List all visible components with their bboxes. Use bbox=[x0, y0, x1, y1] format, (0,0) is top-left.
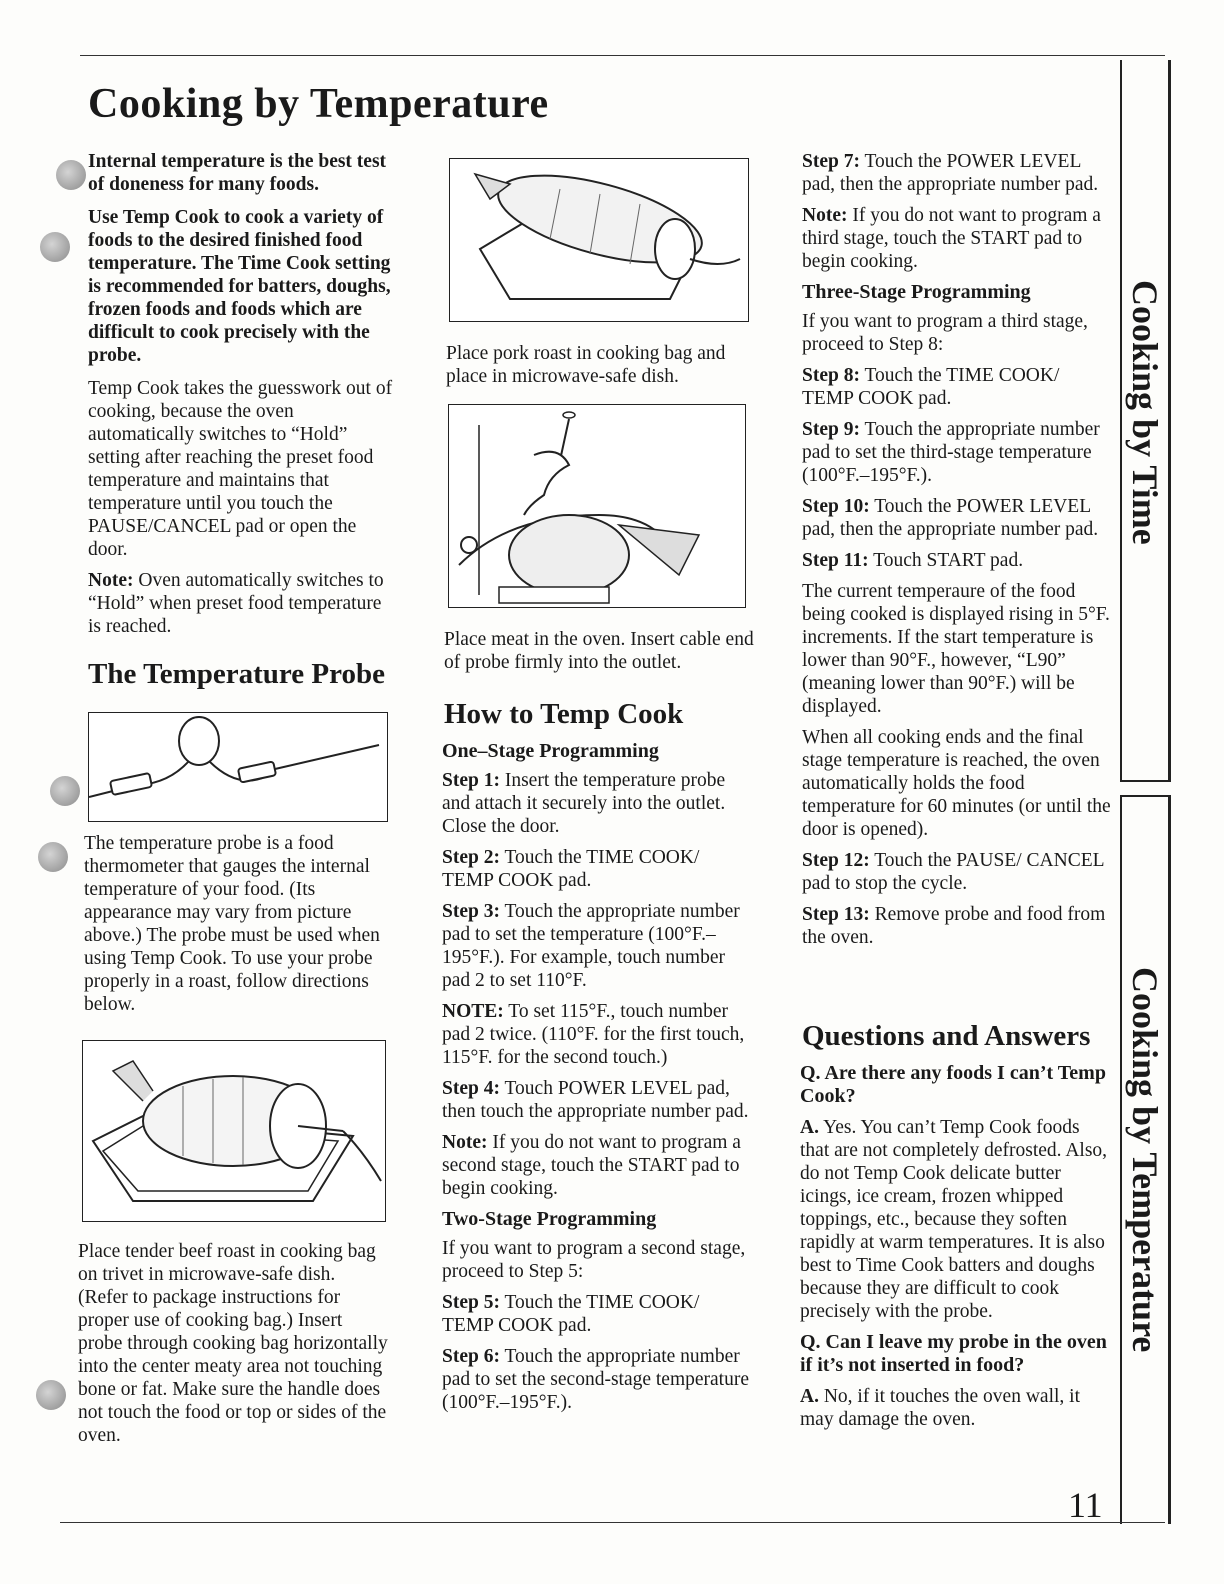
note-4 bbox=[802, 204, 1112, 273]
tab-cooking-by-temperature-label: Cooking by Temperature bbox=[1125, 967, 1165, 1353]
step-3-label: Step 3: bbox=[442, 901, 500, 922]
step-10 bbox=[802, 495, 1112, 541]
intro-text: Internal temperature is the best test of doneness for many foods. bbox=[88, 151, 387, 195]
step-8-text: Touch the TIME COOK/ TEMP COOK pad. bbox=[802, 365, 1060, 409]
step-2-label: Step 2: bbox=[442, 847, 500, 868]
tab-cooking-by-time[interactable] bbox=[1120, 60, 1171, 782]
step-2 bbox=[442, 846, 752, 892]
step-7 bbox=[802, 150, 1112, 196]
step-12-label: Step 12: bbox=[802, 850, 870, 871]
temp-cook-description: Temp Cook takes the guesswork out of cooking, because the oven automatically switches to “Hold” setting after reaching the preset food temperature and maintains that temperature until you touch the PAUSE/CANCEL pad or open the door. bbox=[88, 378, 393, 560]
step-9-label: Step 9: bbox=[802, 419, 860, 440]
note-3-label: Note: bbox=[442, 1132, 488, 1153]
note-2-text: To set 115°F., touch number pad 2 twice. (110°F. for the first touch, 115°F. for the second touch.) bbox=[442, 1001, 745, 1068]
pork-roast-caption: Place pork roast in cooking bag and place in microwave-safe dish. bbox=[446, 343, 726, 387]
step-13 bbox=[802, 903, 1112, 949]
step-13-label: Step 13: bbox=[802, 904, 870, 925]
step-11-text: Touch START pad. bbox=[868, 550, 1024, 571]
note-3 bbox=[442, 1131, 752, 1200]
punch-hole bbox=[50, 776, 80, 806]
step-6-text: Touch the appropriate number pad to set the second-stage temperature (100°F.–195°F.). bbox=[442, 1346, 750, 1413]
step-5 bbox=[442, 1291, 752, 1337]
step-1-label: Step 1: bbox=[442, 770, 500, 791]
column-right bbox=[802, 150, 1112, 957]
step-5-label: Step 5: bbox=[442, 1292, 500, 1313]
step-13-text: Remove probe and food from the oven. bbox=[802, 904, 1106, 948]
note-text: Oven automatically switches to “Hold” when preset food temperature is reached. bbox=[88, 570, 384, 637]
step-9-text: Touch the appropriate number pad to set the third-stage temperature (100°F.–195°F.). bbox=[802, 419, 1100, 486]
step-4-text: Touch POWER LEVEL pad, then touch the appropriate number pad. bbox=[442, 1078, 749, 1122]
three-stage-heading: Three-Stage Programming bbox=[802, 281, 1031, 303]
punch-hole bbox=[36, 1380, 66, 1410]
probe-icon bbox=[89, 713, 387, 821]
note-3-text: If you do not want to program a second stage, touch the START pad to begin cooking. bbox=[442, 1132, 741, 1199]
top-rule bbox=[80, 55, 1165, 56]
note-2 bbox=[442, 1000, 752, 1069]
note-paragraph bbox=[88, 569, 398, 638]
how-to-steps bbox=[442, 740, 752, 1422]
step-10-text: Touch the POWER LEVEL pad, then the appropriate number pad. bbox=[802, 496, 1099, 540]
beef-roast-illustration bbox=[82, 1040, 386, 1222]
pork-roast-illustration bbox=[449, 158, 749, 322]
note-label: Note: bbox=[88, 570, 134, 591]
when-all-text: When all cooking ends and the final stage temperature is reached, the oven automatically holds the food temperature for 60 minutes (or until the door is opened). bbox=[802, 727, 1111, 840]
insert-probe-caption: Place meat in the oven. Insert cable end of probe firmly into the outlet. bbox=[444, 629, 754, 673]
bottom-rule bbox=[60, 1522, 1165, 1523]
insert-probe-icon bbox=[449, 405, 745, 607]
step-2-text: Touch the TIME COOK/ TEMP COOK pad. bbox=[442, 847, 700, 891]
two-stage-heading: Two-Stage Programming bbox=[442, 1208, 657, 1230]
page-title: Cooking by Temperature bbox=[88, 81, 549, 127]
probe-illustration bbox=[88, 712, 388, 822]
step-7-label: Step 7: bbox=[802, 151, 860, 172]
step-10-label: Step 10: bbox=[802, 496, 870, 517]
answer-1-text: Yes. You can’t Temp Cook foods that are not completely defrosted. Also, do not Temp Cook delicate butter icings, ice cream, frozen whipped toppings, etc., because they soften rapidly at warm temperatures. It is also best to Time Cook batters and doughs because they are difficult to cook precisely with the probe. bbox=[800, 1117, 1108, 1322]
pork-roast-icon bbox=[450, 159, 748, 321]
qa-section bbox=[800, 1062, 1110, 1439]
step-12 bbox=[802, 849, 1112, 895]
two-stage-text: If you want to program a second stage, proceed to Step 5: bbox=[442, 1238, 746, 1282]
step-12-text: Touch the PAUSE/ CANCEL pad to stop the cycle. bbox=[802, 850, 1104, 894]
tab-cooking-by-temperature[interactable] bbox=[1120, 795, 1171, 1524]
beef-roast-caption: Place tender beef roast in cooking bag on trivet in microwave-safe dish. (Refer to package instructions for proper use of cooking bag.) Insert probe through cooking bag horizontally into the center meaty area not touching bone or fat. Make sure the handle does not touch the food or top or sides of the oven. bbox=[78, 1241, 388, 1446]
answer-1-label: A. bbox=[800, 1117, 819, 1138]
answer-2 bbox=[800, 1385, 1110, 1431]
step-11 bbox=[802, 549, 1112, 572]
note-4-label: Note: bbox=[802, 205, 848, 226]
column-left bbox=[88, 150, 398, 646]
step-9 bbox=[802, 418, 1112, 487]
step-5-text: Touch the TIME COOK/ TEMP COOK pad. bbox=[442, 1292, 700, 1336]
qa-heading: Questions and Answers bbox=[802, 1020, 1091, 1052]
answer-2-label: A. bbox=[800, 1386, 819, 1407]
step-1-text: Insert the temperature probe and attach it securely into the outlet. Close the door. bbox=[442, 770, 726, 837]
step-8-label: Step 8: bbox=[802, 365, 860, 386]
punch-hole bbox=[38, 842, 68, 872]
three-stage-text: If you want to program a third stage, proceed to Step 8: bbox=[802, 311, 1088, 355]
page-number: 11 bbox=[1068, 1485, 1103, 1525]
tab-cooking-by-time-label: Cooking by Time bbox=[1125, 280, 1165, 545]
probe-description: The temperature probe is a food thermometer that gauges the internal temperature of your food. (Its appearance may vary from picture above.) The probe must be used when using Temp Cook. To use your probe properly in a roast, follow directions below. bbox=[84, 833, 380, 1015]
question-2: Q. Can I leave my probe in the oven if it’s not inserted in food? bbox=[800, 1331, 1107, 1376]
insert-probe-illustration bbox=[448, 404, 746, 608]
step-8 bbox=[802, 364, 1112, 410]
question-1: Q. Are there any foods I can’t Temp Cook? bbox=[800, 1062, 1106, 1107]
step-6 bbox=[442, 1345, 752, 1414]
step-6-label: Step 6: bbox=[442, 1346, 500, 1367]
step-3 bbox=[442, 900, 752, 992]
one-stage-heading: One–Stage Programming bbox=[442, 740, 659, 762]
step-11-label: Step 11: bbox=[802, 550, 869, 571]
probe-heading: The Temperature Probe bbox=[88, 658, 385, 690]
punch-hole bbox=[40, 232, 70, 262]
answer-1 bbox=[800, 1116, 1110, 1323]
step-7-text: Touch the POWER LEVEL pad, then the appropriate number pad. bbox=[802, 151, 1099, 195]
answer-2-text: No, if it touches the oven wall, it may damage the oven. bbox=[800, 1386, 1081, 1430]
step-4-label: Step 4: bbox=[442, 1078, 500, 1099]
how-to-heading: How to Temp Cook bbox=[444, 698, 684, 730]
note-2-label: NOTE: bbox=[442, 1001, 504, 1022]
current-temp-text: The current temperaure of the food being cooked is displayed rising in 5°F. increments. If the start temperature is lower than 90°F., however, “L90” (meaning lower than 90°F.) will be displayed. bbox=[802, 581, 1110, 717]
step-4 bbox=[442, 1077, 752, 1123]
punch-hole bbox=[56, 160, 86, 190]
step-1 bbox=[442, 769, 752, 838]
use-temp-cook-text: Use Temp Cook to cook a variety of foods to the desired finished food temperature. The Time Cook setting is recommended for batters, doughs, frozen foods and foods which are difficult to cook precisely with the probe. bbox=[88, 207, 391, 366]
note-4-text: If you do not want to program a third stage, touch the START pad to begin cooking. bbox=[802, 205, 1101, 272]
beef-roast-icon bbox=[83, 1041, 385, 1221]
step-3-text: Touch the appropriate number pad to set the temperature (100°F.–195°F.). For example, touch number pad 2 to set 110°F. bbox=[442, 901, 740, 991]
